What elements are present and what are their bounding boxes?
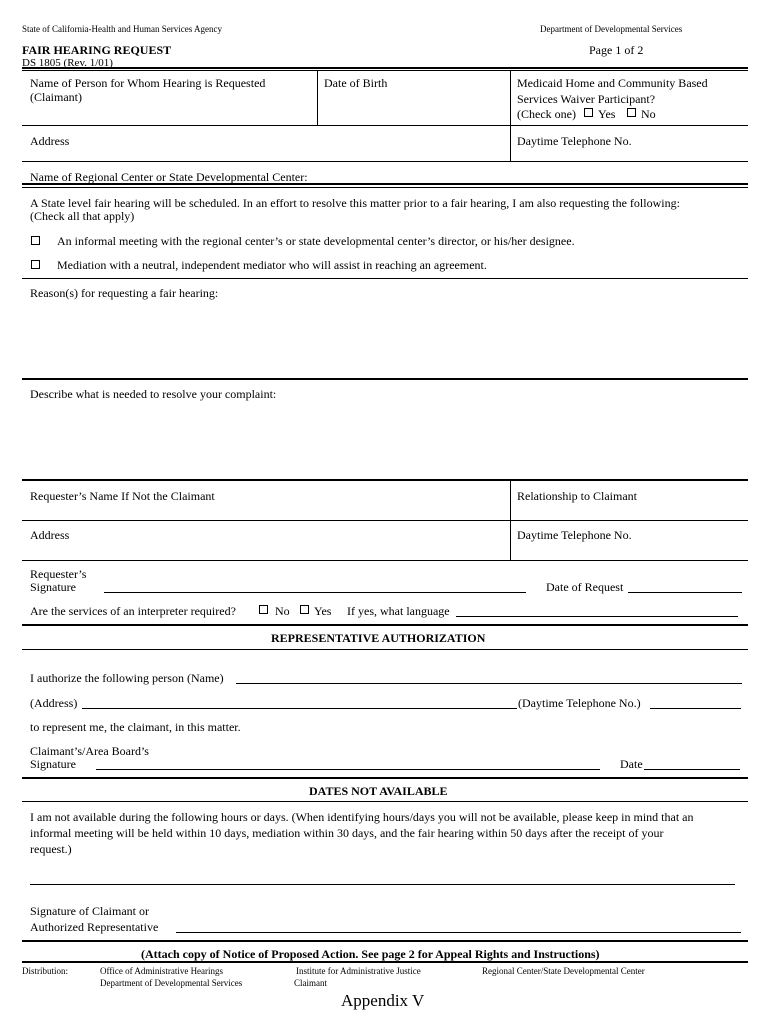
top-rule-thin [22, 70, 748, 71]
row-rule [22, 560, 748, 561]
dates-not-available-text-3: request.) [30, 842, 72, 856]
date-of-request-label: Date of Request [546, 580, 624, 594]
requester-name-label: Requester’s Name If Not the Claimant [30, 489, 215, 503]
row-rule [22, 520, 748, 521]
row-rule [22, 125, 748, 126]
dob-label: Date of Birth [324, 76, 388, 90]
final-signature-label: Signature of Claimant or [30, 904, 149, 918]
row-rule [22, 161, 748, 162]
distribution-regional-center: Regional Center/State Developmental Center [482, 966, 645, 976]
final-signature-label-2: Authorized Representative [30, 920, 159, 934]
section-rule [22, 479, 748, 481]
reasons-label: Reason(s) for requesting a fair hearing: [30, 286, 219, 300]
complaint-label: Describe what is needed to resolve your complaint: [30, 387, 277, 401]
waiver-yes-label: Yes [598, 107, 616, 121]
claimant-name-label: Name of Person for Whom Hearing is Requested [30, 76, 266, 90]
reasons-field[interactable] [30, 302, 740, 374]
form-title: FAIR HEARING REQUEST [22, 43, 172, 57]
row-rule [22, 649, 748, 650]
distribution-label: Distribution: [22, 966, 69, 976]
mediation-label: Mediation with a neutral, independent mediator who will assist in reaching an agreement. [57, 258, 487, 272]
dates-entry-line[interactable] [30, 884, 735, 885]
claimant-signature-label: Claimant’s/Area Board’s [30, 744, 149, 758]
form-number: DS 1805 (Rev. 1/01) [22, 57, 113, 69]
attach-note: (Attach copy of Notice of Proposed Action. See page 2 for Appeal Rights and Instructions) [141, 947, 600, 961]
requester-signature-label: Requester’s [30, 567, 87, 581]
claimant-phone-label: Daytime Telephone No. [517, 134, 632, 148]
waiver-yes-checkbox[interactable] [584, 108, 593, 117]
waiver-label-2: Services Waiver Participant? [517, 92, 656, 106]
language-label: If yes, what language [347, 604, 450, 618]
department-name: Department of Developmental Services [540, 24, 683, 34]
informal-meeting-label: An informal meeting with the regional center’s or state developmental center’s director, or his/her designee. [57, 234, 575, 248]
date-of-request-line[interactable] [628, 592, 742, 593]
claimant-signature-label-2: Signature [30, 757, 76, 771]
representative-date-label: Date [620, 757, 643, 771]
section-rule [22, 624, 748, 626]
represent-text: to represent me, the claimant, in this matter. [30, 720, 241, 734]
claimant-signature-line[interactable] [96, 769, 600, 770]
footer-rule [22, 961, 748, 963]
top-rule [22, 67, 748, 69]
waiver-no-checkbox[interactable] [627, 108, 636, 117]
page-number: Page 1 of 2 [589, 43, 644, 57]
distribution-dds: Department of Developmental Services [100, 978, 243, 988]
resolution-intro-2: (Check all that apply) [30, 209, 135, 223]
interpreter-yes-label: Yes [314, 604, 332, 618]
requester-signature-line[interactable] [104, 592, 526, 593]
appendix-label: Appendix V [341, 991, 425, 1010]
representative-address-line[interactable] [82, 708, 517, 709]
mediation-checkbox[interactable] [31, 260, 40, 269]
interpreter-no-checkbox[interactable] [259, 605, 268, 614]
complaint-field[interactable] [30, 403, 740, 475]
authorize-name-label: I authorize the following person (Name) [30, 671, 224, 685]
claimant-address-label: Address [30, 134, 70, 148]
claimant-name-label-2: (Claimant) [30, 90, 82, 104]
representative-heading: REPRESENTATIVE AUTHORIZATION [271, 631, 486, 645]
section-rule [22, 777, 748, 779]
final-signature-line[interactable] [176, 932, 741, 933]
language-line[interactable] [456, 616, 738, 617]
section-rule-thin [22, 187, 748, 188]
section-rule [22, 183, 748, 185]
interpreter-question: Are the services of an interpreter required? [30, 604, 236, 618]
divider [510, 481, 511, 561]
waiver-label: Medicaid Home and Community Based [517, 76, 708, 90]
dates-not-available-text-2: informal meeting will be held within 10 days, mediation within 30 days, and the fair hearing within 50 days after the receipt of your [30, 826, 664, 840]
section-rule [22, 378, 748, 380]
divider [510, 71, 511, 161]
distribution-claimant: Claimant [294, 978, 327, 988]
row-rule [22, 278, 748, 279]
requester-signature-label-2: Signature [30, 580, 76, 594]
agency-name: State of California-Health and Human Services Agency [22, 24, 222, 34]
representative-address-label: (Address) [30, 696, 78, 710]
interpreter-no-label: No [275, 604, 290, 618]
relationship-label: Relationship to Claimant [517, 489, 637, 503]
regional-center-label: Name of Regional Center or State Developmental Center: [30, 170, 308, 184]
distribution-oah: Office of Administrative Hearings [100, 966, 224, 976]
waiver-no-label: No [641, 107, 656, 121]
representative-phone-label: (Daytime Telephone No.) [518, 696, 641, 710]
requester-phone-label: Daytime Telephone No. [517, 528, 632, 542]
check-one-label: (Check one) [517, 107, 576, 121]
informal-meeting-checkbox[interactable] [31, 236, 40, 245]
resolution-intro: A State level fair hearing will be scheduled. In an effort to resolve this matter prior to a fair hearing, I am also requesting the following: [30, 196, 680, 210]
representative-date-line[interactable] [644, 769, 740, 770]
dates-not-available-heading: DATES NOT AVAILABLE [309, 784, 448, 798]
distribution-iaj: Institute for Administrative Justice [296, 966, 421, 976]
dates-not-available-text: I am not available during the following hours or days. (When identifying hours/days you will not be available, please keep in mind that an [30, 810, 694, 824]
interpreter-yes-checkbox[interactable] [300, 605, 309, 614]
footer-rule [22, 940, 748, 942]
divider [317, 71, 318, 126]
representative-phone-line[interactable] [650, 708, 741, 709]
requester-address-label: Address [30, 528, 70, 542]
row-rule [22, 801, 748, 802]
authorize-name-line[interactable] [236, 683, 742, 684]
